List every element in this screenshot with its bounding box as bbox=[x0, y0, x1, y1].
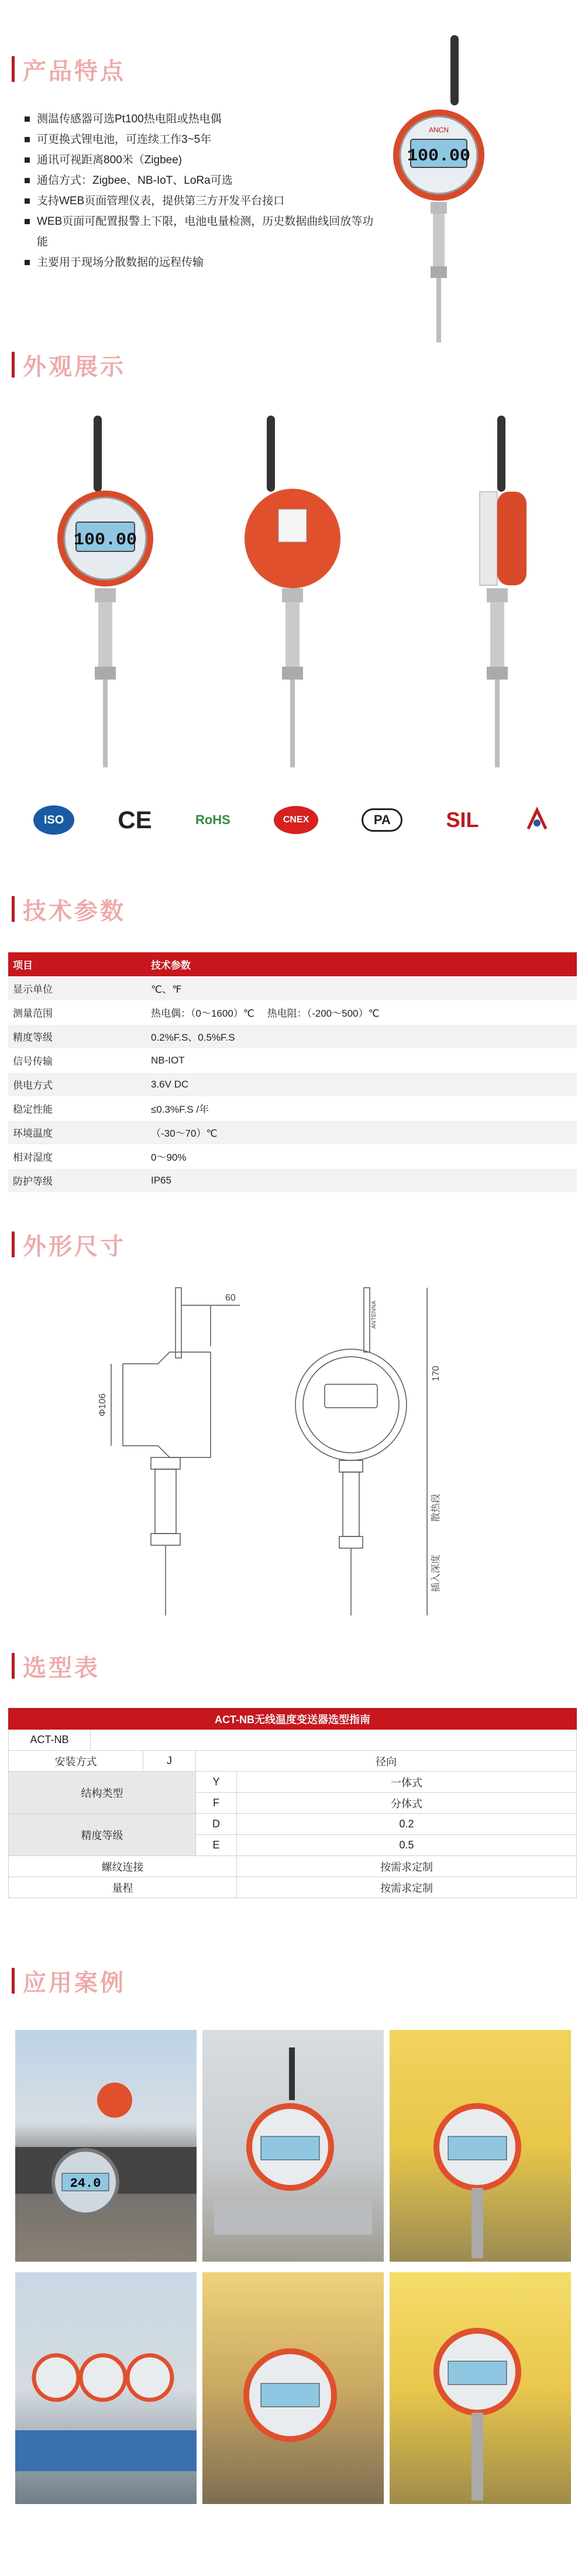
section-title-text: 外观展示 bbox=[23, 354, 126, 380]
section-title-text: 技术参数 bbox=[23, 898, 126, 924]
table-row: 显示单位 ℃、℉ bbox=[8, 976, 577, 1000]
section-title-cases bbox=[12, 1964, 126, 1997]
table-row: 供电方式 3.6V DC bbox=[8, 1072, 577, 1096]
svg-text:100.00: 100.00 bbox=[73, 530, 137, 550]
dimension-drawing bbox=[88, 1276, 509, 1627]
table-row: 环境温度 （-30～70）℃ bbox=[8, 1120, 577, 1144]
section-title-appearance bbox=[12, 348, 126, 381]
case-photo-3 bbox=[390, 2030, 571, 2262]
case-photo-6 bbox=[390, 2272, 571, 2504]
cnex-logo: CNEX bbox=[274, 806, 318, 834]
feature-list bbox=[23, 109, 374, 273]
title-bar bbox=[12, 56, 15, 82]
table-row: 稳定性能 ≤0.3%F.S /年 bbox=[8, 1096, 577, 1120]
svg-text:60: 60 bbox=[225, 1293, 236, 1303]
svg-text:Φ106: Φ106 bbox=[98, 1393, 108, 1416]
section-title-dimensions bbox=[12, 1228, 126, 1261]
ce-logo: CE bbox=[118, 806, 152, 833]
pa-logo: PA bbox=[362, 808, 402, 832]
table-row: 测量范围 热电偶：（0～1600）℃ 热电阻：（-200～500）℃ bbox=[8, 1000, 577, 1024]
svg-text:24.0: 24.0 bbox=[70, 2176, 101, 2191]
feature-item: 通信方式：Zigbee、NB-IoT、LoRa可选 bbox=[23, 170, 374, 191]
feature-item: 通讯可视距离800米（Zigbee) bbox=[23, 150, 374, 170]
table-row: 相对湿度 0～90% bbox=[8, 1144, 577, 1168]
feature-item: 可更换式锂电池，可连续工作3~5年 bbox=[23, 129, 374, 150]
table-row: 精度等级 0.2%F.S、0.5%F.S bbox=[8, 1024, 577, 1048]
svg-text:插入深度: 插入深度 bbox=[431, 1554, 441, 1592]
section-title-tech bbox=[12, 893, 126, 925]
product-image-main bbox=[392, 29, 486, 345]
svg-text:ANTENNA: ANTENNA bbox=[371, 1301, 377, 1329]
rohs-logo: RoHS bbox=[195, 812, 230, 827]
case-photo-2 bbox=[202, 2030, 384, 2262]
table-row: 信号传输 NB-IOT bbox=[8, 1048, 577, 1072]
section-title-text: 选型表 bbox=[23, 1655, 100, 1681]
section-title-features bbox=[12, 53, 126, 85]
spec-table bbox=[8, 952, 577, 1193]
gauge-reading: 100.00 bbox=[407, 146, 471, 166]
certification-row bbox=[0, 794, 585, 846]
section-title-text: 外形尺寸 bbox=[23, 1233, 126, 1260]
brand-label: ANCN bbox=[428, 126, 449, 134]
table-row: 防护等级 IP65 bbox=[8, 1168, 577, 1192]
feature-item: WEB页面可配置报警上下限，电池电量检测，历史数据曲线回放等功能 bbox=[23, 211, 374, 252]
section-title-selection bbox=[12, 1649, 100, 1682]
case-photo-1 bbox=[15, 2030, 197, 2262]
product-image-front bbox=[53, 410, 158, 773]
sil-logo: SIL bbox=[446, 808, 479, 832]
iso-logo: ISO bbox=[33, 805, 74, 835]
feature-item: 主要用于现场分散数据的远程传输 bbox=[23, 252, 374, 273]
table-header-row: 项目 技术参数 bbox=[8, 952, 577, 976]
selection-table: ACT-NB无线温度变送器选型指南 ACT-NB 安装方式 J 径向 结构类型 Y 一体式 F 分体式 精度等级 D 0.2 E 0.5 螺纹连接 按需求定制 量程 按需求定制 bbox=[8, 1708, 577, 1898]
case-photo-4 bbox=[15, 2272, 197, 2504]
case-photo-5 bbox=[202, 2272, 384, 2504]
product-image-back bbox=[240, 410, 345, 773]
cert-mark-icon bbox=[522, 805, 552, 835]
svg-text:170: 170 bbox=[431, 1366, 441, 1381]
product-image-side bbox=[456, 410, 538, 773]
section-title-text: 产品特点 bbox=[23, 58, 126, 84]
feature-item: 支持WEB页面管理仪表，提供第三方开发平台接口 bbox=[23, 191, 374, 211]
svg-text:散热段: 散热段 bbox=[431, 1493, 441, 1522]
section-title-text: 应用案例 bbox=[23, 1970, 126, 1996]
feature-item: 测温传感器可选Pt100热电阻或热电偶 bbox=[23, 109, 374, 129]
